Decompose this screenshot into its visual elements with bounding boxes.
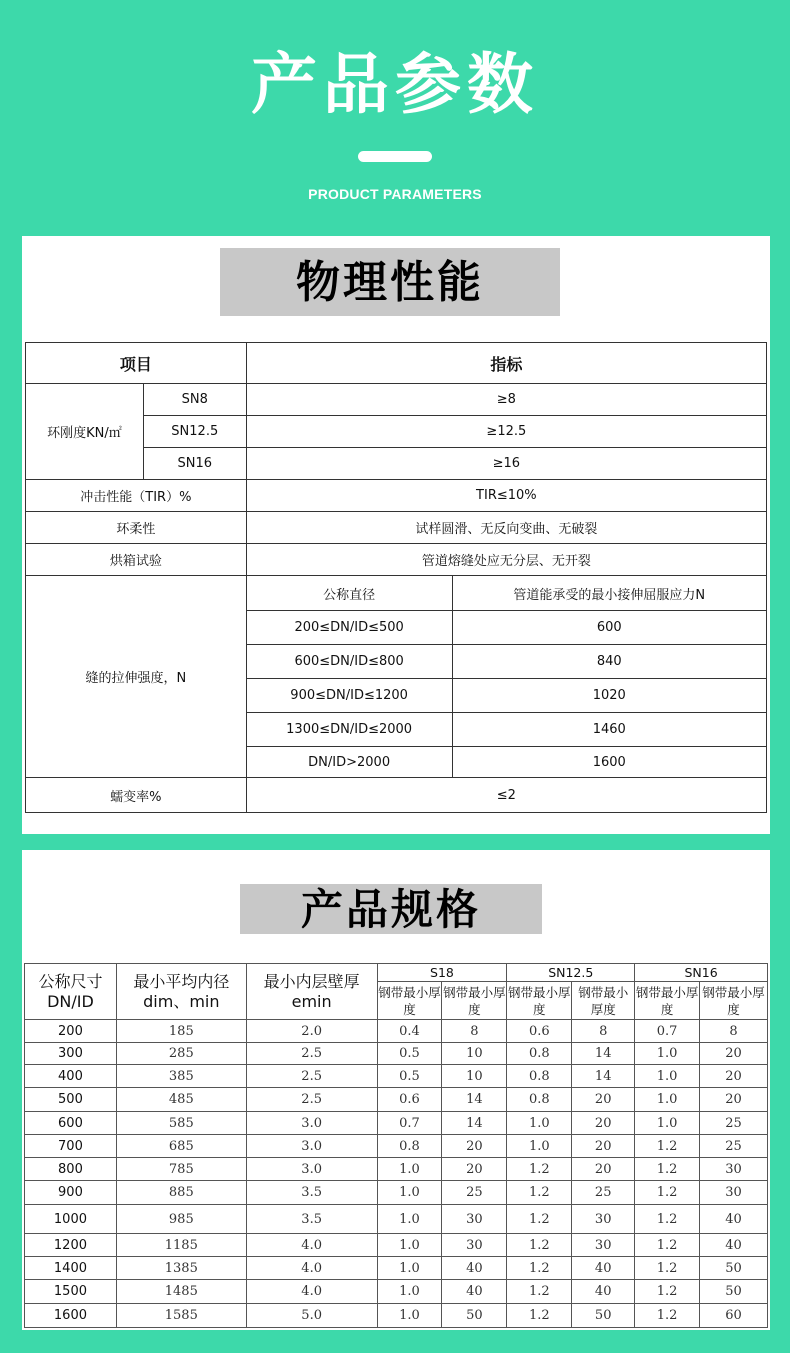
page-subtitle: PRODUCT PARAMETERS bbox=[308, 186, 482, 202]
spec-sn125-a: 1.2 bbox=[507, 1181, 572, 1205]
spec-dim: 1385 bbox=[116, 1257, 246, 1280]
spec-wall: 2.5 bbox=[246, 1065, 377, 1088]
spec-sn16-b: 50 bbox=[700, 1280, 768, 1304]
spec-s18-b: 10 bbox=[442, 1043, 507, 1065]
physical-properties-title: 物理性能 bbox=[220, 248, 560, 316]
physical-properties-panel bbox=[22, 236, 770, 834]
spec-dim: 885 bbox=[116, 1181, 246, 1205]
spec-sn125-b: 14 bbox=[572, 1043, 635, 1065]
table-row bbox=[25, 1020, 768, 1043]
page-title: 产品参数 bbox=[251, 46, 539, 123]
spec-table-body bbox=[25, 1020, 768, 1328]
spec-s18-b: 14 bbox=[442, 1112, 507, 1135]
spec-dn: 1200 bbox=[25, 1234, 117, 1257]
spec-sn16-b: 25 bbox=[700, 1135, 768, 1158]
spec-sn125-b: 20 bbox=[572, 1112, 635, 1135]
spec-sn16-a: 1.2 bbox=[635, 1181, 700, 1205]
table-row bbox=[25, 1065, 768, 1088]
spec-s18-b: 10 bbox=[442, 1065, 507, 1088]
spec-wall: 4.0 bbox=[246, 1234, 377, 1257]
flex-label: 环柔性 bbox=[26, 512, 247, 544]
spec-s18-b: 25 bbox=[442, 1181, 507, 1205]
spec-wall: 3.0 bbox=[246, 1112, 377, 1135]
table-row bbox=[25, 1158, 768, 1181]
spec-s18-b: 20 bbox=[442, 1158, 507, 1181]
spec-sn16-a: 1.2 bbox=[635, 1135, 700, 1158]
spec-sn16-b: 30 bbox=[700, 1158, 768, 1181]
spec-sn125-a: 1.2 bbox=[507, 1280, 572, 1304]
spec-header-wall-label: 最小内层壁厚 bbox=[263, 971, 360, 991]
stiffness-value: ≥16 bbox=[246, 448, 766, 480]
spec-s18-a: 1.0 bbox=[377, 1257, 442, 1280]
spec-sn16-b: 20 bbox=[700, 1043, 768, 1065]
flex-value: 试样圆滑、无反向变曲、无破裂 bbox=[246, 512, 766, 544]
spec-dn: 200 bbox=[25, 1020, 117, 1043]
stiffness-value: ≥8 bbox=[246, 384, 766, 416]
spec-s18-b: 40 bbox=[442, 1280, 507, 1304]
spec-sn125-a: 0.8 bbox=[507, 1043, 572, 1065]
spec-sn125-a: 0.8 bbox=[507, 1065, 572, 1088]
spec-sn16-a: 1.2 bbox=[635, 1158, 700, 1181]
spec-sn16-a: 1.2 bbox=[635, 1304, 700, 1328]
spec-sn125-a: 0.8 bbox=[507, 1088, 572, 1112]
spec-sn125-b: 30 bbox=[572, 1234, 635, 1257]
spec-sn16-a: 0.7 bbox=[635, 1020, 700, 1043]
spec-dim: 985 bbox=[116, 1205, 246, 1234]
spec-sn125-b: 20 bbox=[572, 1088, 635, 1112]
table-row bbox=[25, 1205, 768, 1234]
spec-sn125-b: 40 bbox=[572, 1257, 635, 1280]
seam-dn: 1300≤DN/ID≤2000 bbox=[246, 713, 452, 747]
spec-sn125-b: 20 bbox=[572, 1158, 635, 1181]
spec-wall: 4.0 bbox=[246, 1280, 377, 1304]
spec-dn: 700 bbox=[25, 1135, 117, 1158]
seam-force: 1020 bbox=[452, 679, 766, 713]
spec-sn16-b: 20 bbox=[700, 1065, 768, 1088]
spec-s18-a: 0.4 bbox=[377, 1020, 442, 1043]
spec-sn16-b: 30 bbox=[700, 1181, 768, 1205]
table-row bbox=[25, 1181, 768, 1205]
spec-sn125-b: 8 bbox=[572, 1020, 635, 1043]
spec-dim: 385 bbox=[116, 1065, 246, 1088]
spec-dn: 1400 bbox=[25, 1257, 117, 1280]
spec-sn125-a: 1.2 bbox=[507, 1234, 572, 1257]
spec-sn125-b: 14 bbox=[572, 1065, 635, 1088]
impact-value: TIR≤10% bbox=[246, 480, 766, 512]
seam-force: 1600 bbox=[452, 747, 766, 778]
table-row bbox=[25, 1257, 768, 1280]
physical-properties-table bbox=[25, 342, 767, 813]
spec-sn16-b: 8 bbox=[700, 1020, 768, 1043]
spec-wall: 2.5 bbox=[246, 1043, 377, 1065]
product-spec-table bbox=[24, 963, 768, 1328]
seam-header-force: 管道能承受的最小接伸屈服应力N bbox=[452, 576, 766, 611]
spec-dim: 1585 bbox=[116, 1304, 246, 1328]
spec-s18-a: 1.0 bbox=[377, 1280, 442, 1304]
spec-dim: 685 bbox=[116, 1135, 246, 1158]
spec-sn16-b: 20 bbox=[700, 1088, 768, 1112]
spec-dn: 1000 bbox=[25, 1205, 117, 1234]
spec-dn: 400 bbox=[25, 1065, 117, 1088]
seam-dn: 600≤DN/ID≤800 bbox=[246, 645, 452, 679]
seam-force: 1460 bbox=[452, 713, 766, 747]
spec-subheader: 钢带最小厚度 bbox=[442, 982, 507, 1020]
oven-label: 烘箱试验 bbox=[26, 544, 247, 576]
stiffness-grade: SN8 bbox=[143, 384, 246, 416]
spec-sn125-b: 40 bbox=[572, 1280, 635, 1304]
table-row bbox=[25, 1088, 768, 1112]
table-row bbox=[25, 1043, 768, 1065]
spec-s18-a: 0.5 bbox=[377, 1065, 442, 1088]
spec-sn125-a: 1.0 bbox=[507, 1112, 572, 1135]
spec-header-dn-unit: DN/ID bbox=[47, 991, 94, 1011]
stiffness-value: ≥12.5 bbox=[246, 416, 766, 448]
spec-sn125-b: 50 bbox=[572, 1304, 635, 1328]
spec-subheader: 钢带最小厚度 bbox=[377, 982, 442, 1020]
table-row bbox=[25, 1234, 768, 1257]
spec-dn: 900 bbox=[25, 1181, 117, 1205]
spec-s18-a: 0.8 bbox=[377, 1135, 442, 1158]
product-spec-panel bbox=[22, 850, 770, 1330]
spec-dim: 285 bbox=[116, 1043, 246, 1065]
spec-dn: 500 bbox=[25, 1088, 117, 1112]
spec-group-header: S18 bbox=[377, 964, 507, 982]
spec-sn125-b: 20 bbox=[572, 1135, 635, 1158]
spec-s18-a: 0.5 bbox=[377, 1043, 442, 1065]
spec-header-wall bbox=[246, 964, 377, 1020]
spec-s18-a: 1.0 bbox=[377, 1304, 442, 1328]
table-row bbox=[25, 1280, 768, 1304]
spec-subheader: 钢带最小厚度 bbox=[635, 982, 700, 1020]
spec-s18-b: 50 bbox=[442, 1304, 507, 1328]
spec-dim: 485 bbox=[116, 1088, 246, 1112]
seam-force: 840 bbox=[452, 645, 766, 679]
table-row bbox=[25, 1304, 768, 1328]
header-item: 项目 bbox=[26, 343, 247, 384]
oven-value: 管道熔缝处应无分层、无开裂 bbox=[246, 544, 766, 576]
spec-sn125-a: 1.2 bbox=[507, 1205, 572, 1234]
spec-s18-a: 0.6 bbox=[377, 1088, 442, 1112]
spec-s18-b: 20 bbox=[442, 1135, 507, 1158]
creep-label: 蠕变率% bbox=[26, 778, 247, 813]
stiffness-grade: SN12.5 bbox=[143, 416, 246, 448]
creep-value: ≤2 bbox=[246, 778, 766, 813]
spec-header-dim-unit: dim、min bbox=[143, 991, 220, 1011]
spec-s18-b: 14 bbox=[442, 1088, 507, 1112]
spec-dim: 585 bbox=[116, 1112, 246, 1135]
spec-sn16-a: 1.2 bbox=[635, 1280, 700, 1304]
spec-header-dn-label: 公称尺寸 bbox=[38, 971, 103, 991]
spec-sn125-a: 1.2 bbox=[507, 1257, 572, 1280]
spec-header-dim bbox=[116, 964, 246, 1020]
spec-dim: 1185 bbox=[116, 1234, 246, 1257]
spec-sn16-b: 25 bbox=[700, 1112, 768, 1135]
impact-label: 冲击性能（TIR）% bbox=[26, 480, 247, 512]
title-underline bbox=[358, 151, 432, 162]
spec-subheader: 钢带最小厚度 bbox=[572, 982, 635, 1020]
spec-subheader: 钢带最小厚度 bbox=[507, 982, 572, 1020]
spec-sn16-a: 1.0 bbox=[635, 1088, 700, 1112]
spec-group-header: SN16 bbox=[635, 964, 768, 982]
spec-sn16-a: 1.0 bbox=[635, 1043, 700, 1065]
spec-sn125-a: 1.2 bbox=[507, 1304, 572, 1328]
spec-dn: 800 bbox=[25, 1158, 117, 1181]
spec-header-wall-unit: emin bbox=[291, 991, 332, 1011]
header-index: 指标 bbox=[246, 343, 766, 384]
spec-dn: 1600 bbox=[25, 1304, 117, 1328]
spec-s18-a: 1.0 bbox=[377, 1205, 442, 1234]
spec-sn16-a: 1.2 bbox=[635, 1257, 700, 1280]
seam-dn: 200≤DN/ID≤500 bbox=[246, 611, 452, 645]
table-row bbox=[25, 1112, 768, 1135]
spec-s18-b: 40 bbox=[442, 1257, 507, 1280]
spec-sn125-a: 1.0 bbox=[507, 1135, 572, 1158]
spec-s18-b: 30 bbox=[442, 1234, 507, 1257]
spec-subheader: 钢带最小厚度 bbox=[700, 982, 768, 1020]
spec-wall: 4.0 bbox=[246, 1257, 377, 1280]
seam-dn: DN/ID>2000 bbox=[246, 747, 452, 778]
seam-force: 600 bbox=[452, 611, 766, 645]
seam-header-dn: 公称直径 bbox=[246, 576, 452, 611]
table-row bbox=[25, 1135, 768, 1158]
spec-dn: 1500 bbox=[25, 1280, 117, 1304]
spec-dn: 300 bbox=[25, 1043, 117, 1065]
spec-sn16-a: 1.2 bbox=[635, 1234, 700, 1257]
product-spec-title: 产品规格 bbox=[240, 884, 542, 934]
spec-sn16-b: 60 bbox=[700, 1304, 768, 1328]
spec-dn: 600 bbox=[25, 1112, 117, 1135]
stiffness-grade: SN16 bbox=[143, 448, 246, 480]
spec-wall: 2.0 bbox=[246, 1020, 377, 1043]
spec-sn16-b: 40 bbox=[700, 1234, 768, 1257]
spec-header-dim-label: 最小平均内径 bbox=[133, 971, 230, 991]
spec-wall: 3.0 bbox=[246, 1158, 377, 1181]
spec-wall: 3.0 bbox=[246, 1135, 377, 1158]
spec-sn125-b: 25 bbox=[572, 1181, 635, 1205]
seam-dn: 900≤DN/ID≤1200 bbox=[246, 679, 452, 713]
spec-sn125-b: 30 bbox=[572, 1205, 635, 1234]
spec-group-header: SN12.5 bbox=[507, 964, 635, 982]
spec-s18-a: 0.7 bbox=[377, 1112, 442, 1135]
spec-sn125-a: 0.6 bbox=[507, 1020, 572, 1043]
spec-sn16-a: 1.0 bbox=[635, 1112, 700, 1135]
spec-s18-a: 1.0 bbox=[377, 1234, 442, 1257]
spec-wall: 3.5 bbox=[246, 1181, 377, 1205]
seam-strength-label: 缝的拉伸强度，N bbox=[26, 576, 247, 778]
spec-dim: 185 bbox=[116, 1020, 246, 1043]
spec-wall: 3.5 bbox=[246, 1205, 377, 1234]
spec-sn16-a: 1.2 bbox=[635, 1205, 700, 1234]
spec-sn16-b: 40 bbox=[700, 1205, 768, 1234]
spec-wall: 5.0 bbox=[246, 1304, 377, 1328]
spec-s18-b: 8 bbox=[442, 1020, 507, 1043]
spec-s18-a: 1.0 bbox=[377, 1181, 442, 1205]
spec-dim: 1485 bbox=[116, 1280, 246, 1304]
spec-dim: 785 bbox=[116, 1158, 246, 1181]
spec-wall: 2.5 bbox=[246, 1088, 377, 1112]
spec-sn16-b: 50 bbox=[700, 1257, 768, 1280]
spec-s18-b: 30 bbox=[442, 1205, 507, 1234]
spec-s18-a: 1.0 bbox=[377, 1158, 442, 1181]
stiffness-label: 环刚度KN/㎡ bbox=[26, 384, 144, 480]
spec-header-dn bbox=[25, 964, 117, 1020]
spec-sn125-a: 1.2 bbox=[507, 1158, 572, 1181]
spec-sn16-a: 1.0 bbox=[635, 1065, 700, 1088]
